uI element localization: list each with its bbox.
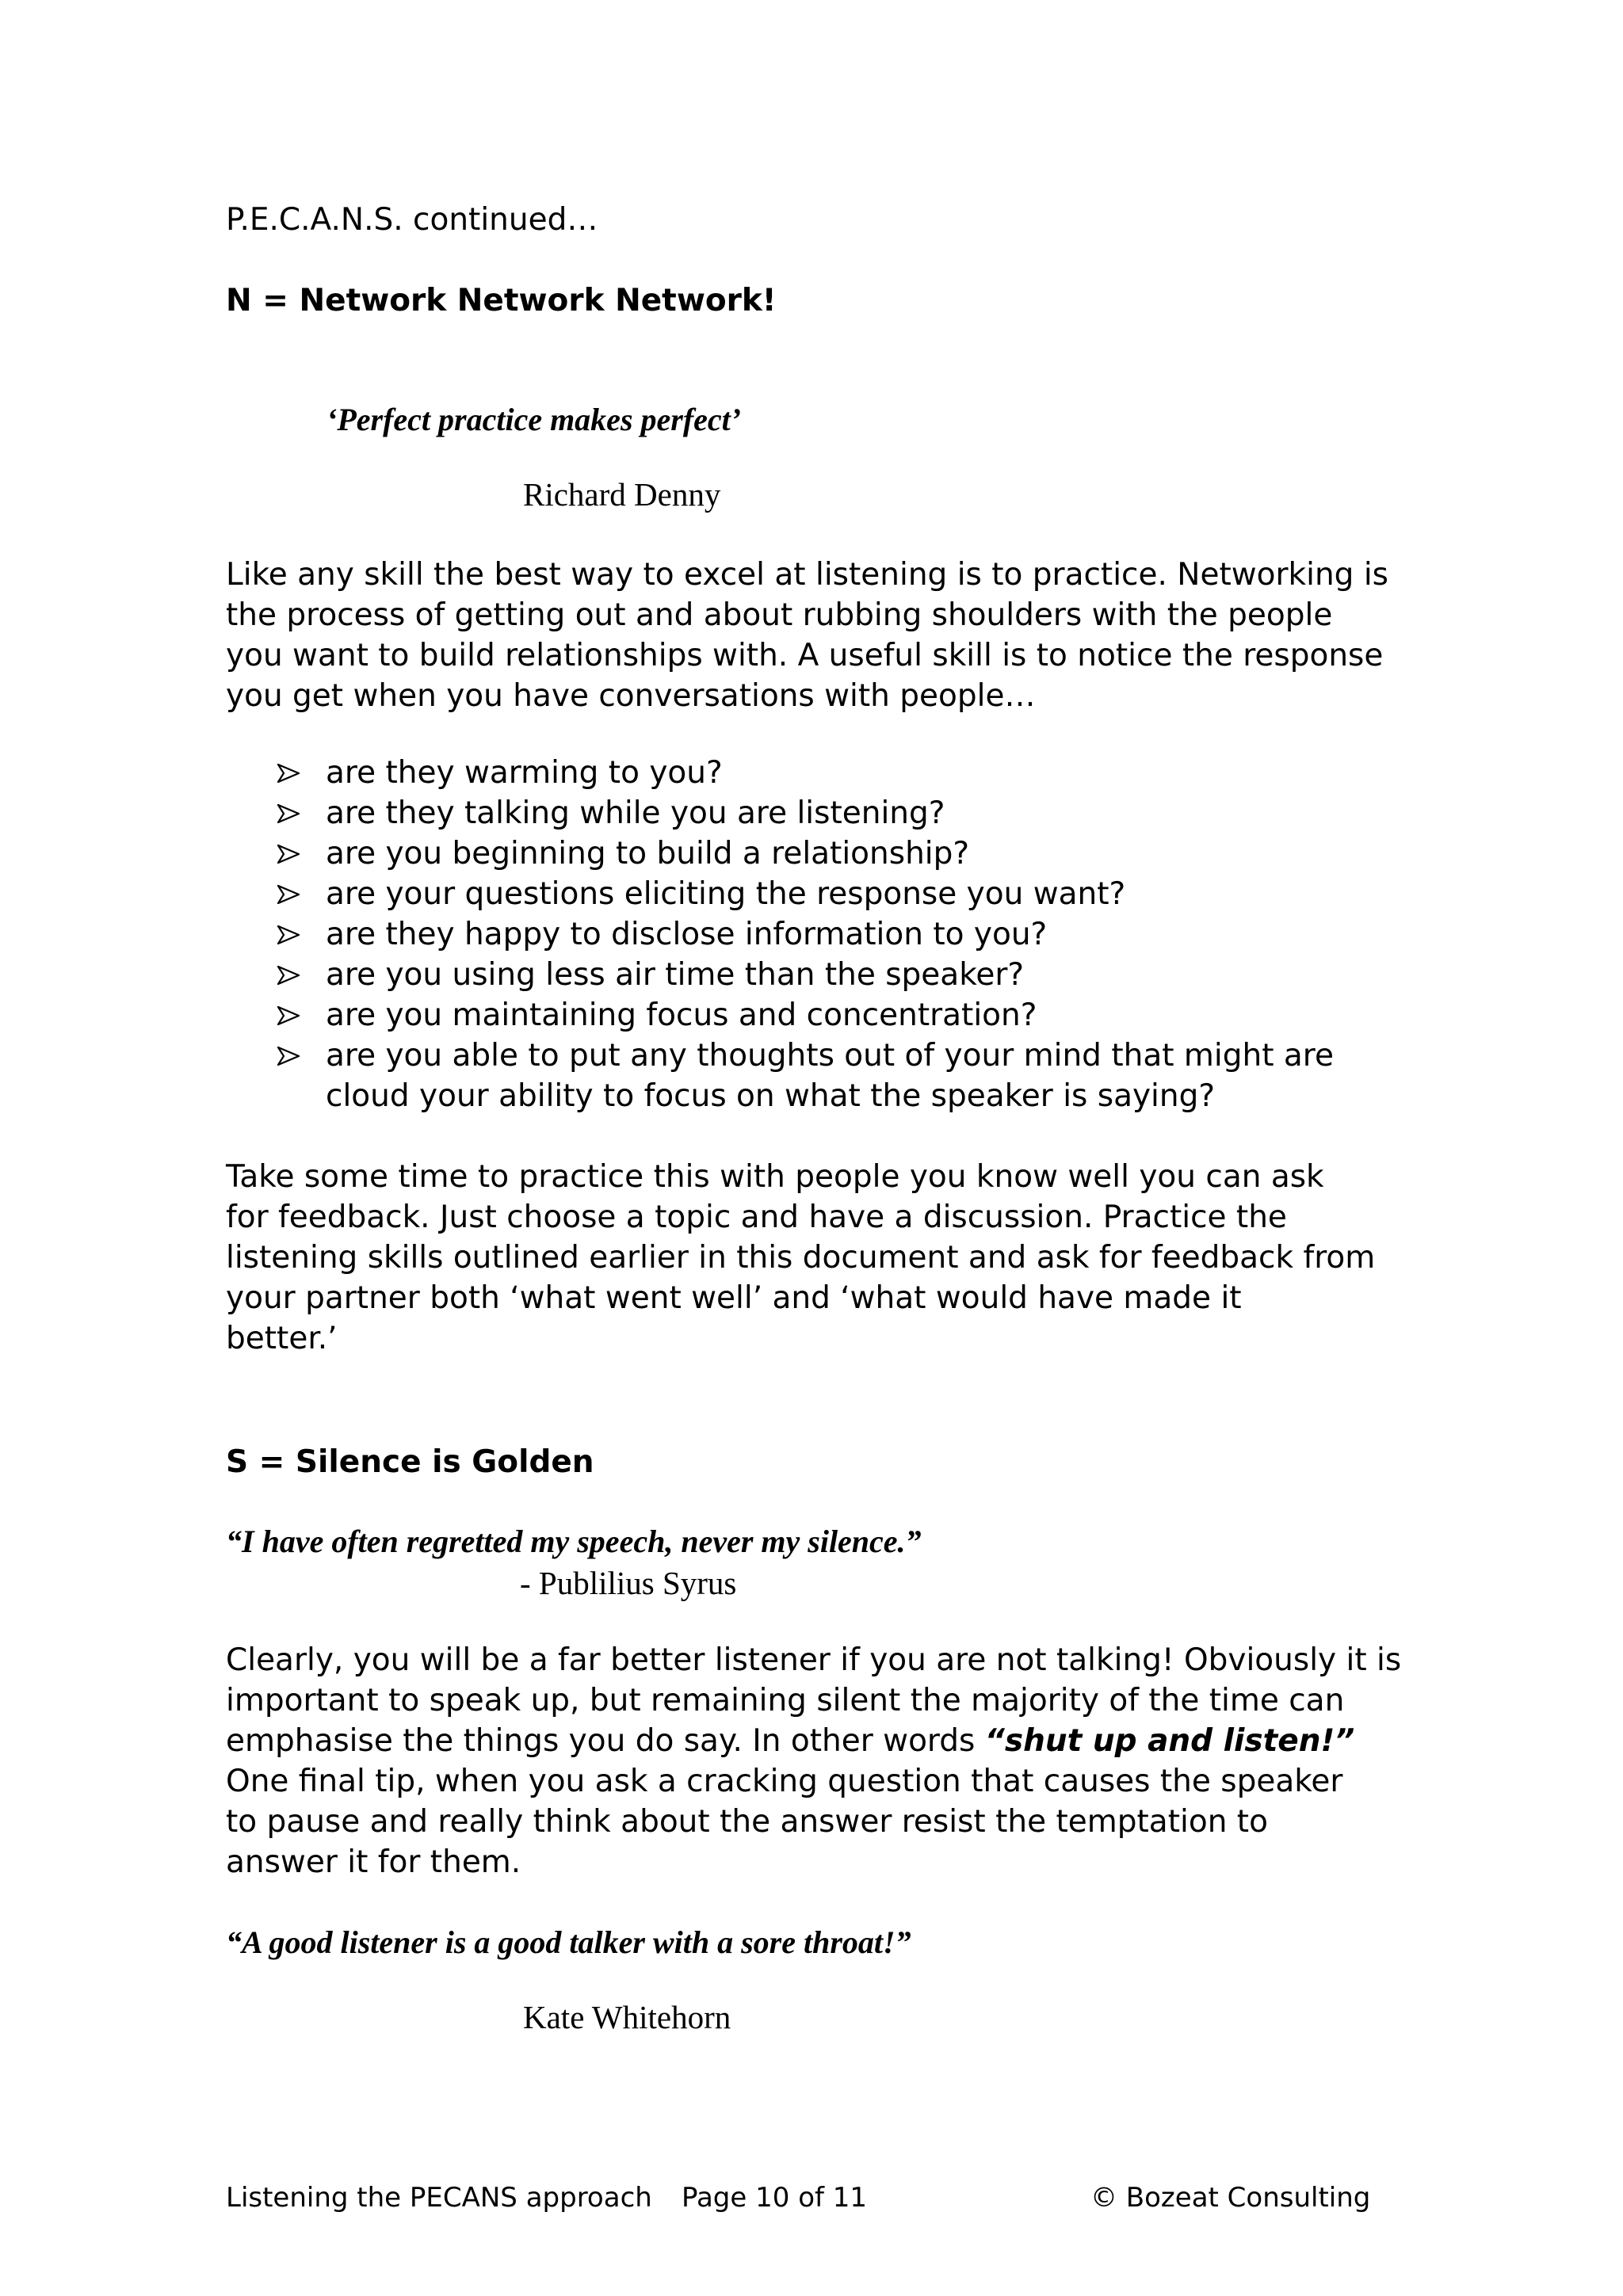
list-item: [277, 753, 1334, 793]
list-item: [277, 914, 1334, 955]
paragraph-line: Clearly, you will be a far better listener if you are not talking! Obviously it is: [226, 1642, 1402, 1678]
silence-quote-author: - Publilius Syrus: [520, 1565, 737, 1601]
paragraph-line: One final tip, when you ask a cracking question that causes the speaker: [226, 1764, 1343, 1799]
arrowhead-bullet-icon: [277, 995, 309, 1025]
list-item-text: are they happy to disclose information to you?: [326, 917, 1048, 952]
arrowhead-bullet-icon: [277, 1035, 309, 1066]
arrowhead-bullet-icon: [277, 793, 309, 823]
arrowhead-bullet-icon: [277, 914, 309, 944]
list-item-text: are they talking while you are listening?: [326, 795, 945, 831]
paragraph-line: important to speak up, but remaining silent the majority of the time can: [226, 1683, 1345, 1718]
network-quote-author: Richard Denny: [523, 476, 721, 513]
silence-heading: S = Silence is Golden: [226, 1444, 594, 1480]
network-quote: ‘Perfect practice makes perfect’: [327, 402, 742, 437]
footer-title: Listening the PECANS approach: [226, 2182, 652, 2214]
continued-label: P.E.C.A.N.S. continued…: [226, 202, 598, 238]
arrowhead-bullet-icon: [277, 874, 309, 904]
network-intro-paragraph: [226, 555, 1430, 716]
paragraph-line: answer it for them.: [226, 1844, 521, 1880]
list-item: [277, 874, 1334, 914]
paragraph-line: better.’: [226, 1321, 338, 1356]
paragraph-line: your partner both ‘what went well’ and ‘what would have made it: [226, 1280, 1242, 1316]
list-item-text: are you maintaining focus and concentration?: [326, 997, 1037, 1033]
list-item: [277, 833, 1334, 874]
list-item: [277, 793, 1334, 833]
list-item: [277, 955, 1334, 995]
paragraph-line: for feedback. Just choose a topic and have a discussion. Practice the: [226, 1199, 1287, 1235]
closing-quote: “A good listener is a good talker with a sore throat!”: [226, 1924, 911, 1960]
paragraph-line: to pause and really think about the answer resist the temptation to: [226, 1804, 1268, 1840]
paragraph-line: Like any skill the best way to excel at listening is to practice. Networking is: [226, 557, 1388, 593]
paragraph-line: you get when you have conversations with people…: [226, 678, 1036, 714]
paragraph-line: Take some time to practice this with people you know well you can ask: [226, 1159, 1324, 1195]
practice-paragraph: [226, 1157, 1430, 1359]
paragraph-line: [226, 1721, 1430, 1761]
emphasis-phrase: “shut up and listen!”: [984, 1723, 1355, 1759]
closing-quote-author: Kate Whitehorn: [523, 1999, 731, 2035]
list-item: [277, 1035, 1334, 1116]
arrowhead-bullet-icon: [277, 753, 309, 783]
list-item-text: are your questions eliciting the response you want?: [326, 876, 1126, 912]
network-heading: N = Network Network Network!: [226, 283, 777, 318]
paragraph-line: the process of getting out and about rubbing shoulders with the people: [226, 597, 1333, 633]
silence-quote: “I have often regretted my speech, never my silence.”: [226, 1524, 922, 1559]
networking-checklist: [277, 753, 1334, 1116]
footer-copyright: © Bozeat Consulting: [1090, 2182, 1371, 2214]
list-item-text: are you using less air time than the speaker?: [326, 957, 1025, 993]
list-item: [277, 995, 1334, 1035]
line-text: emphasise the things you do say. In other words: [226, 1723, 985, 1759]
footer-page-number: Page 10 of 11: [682, 2182, 868, 2214]
paragraph-line: listening skills outlined earlier in this document and ask for feedback from: [226, 1240, 1376, 1276]
list-item-text: are they warming to you?: [326, 755, 723, 791]
arrowhead-bullet-icon: [277, 833, 309, 864]
silence-body-paragraph: [226, 1640, 1430, 1882]
list-item-text: cloud your ability to focus on what the speaker is saying?: [326, 1078, 1216, 1114]
list-item-text: are you able to put any thoughts out of your mind that might are: [326, 1038, 1334, 1074]
list-item-text: are you beginning to build a relationship?: [326, 836, 970, 871]
paragraph-line: you want to build relationships with. A useful skill is to notice the response: [226, 638, 1384, 673]
arrowhead-bullet-icon: [277, 955, 309, 985]
